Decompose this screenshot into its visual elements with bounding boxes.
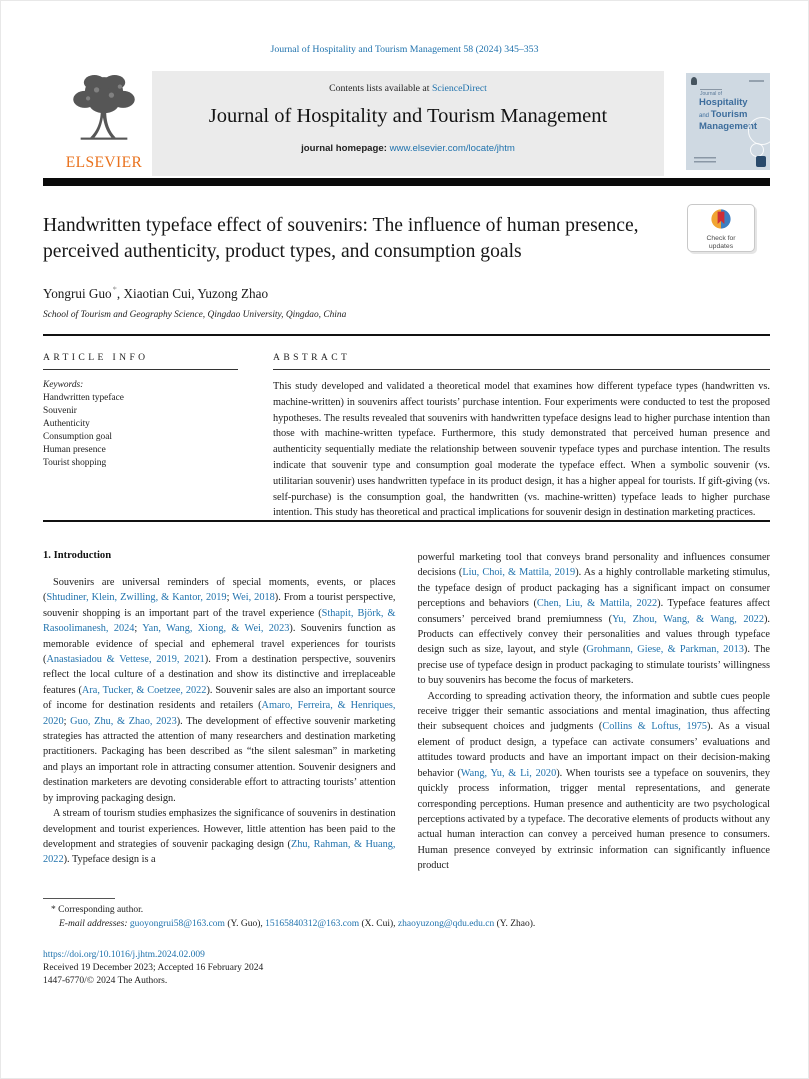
text-segment: ). From a tourist perspective, souvenir shopping is an important part of the travel experience ( <box>43 592 396 619</box>
text-segment: ). The precise use of typeface design in product packaging to stimulate tourists’ willingness to buy souvenirs has become the focus of marketers. <box>417 644 770 687</box>
article-body <box>43 546 770 886</box>
abstract-text: This study developed and validated a theoretical model that examines how different typeface types (handwritten vs. machine-written) in souvenirs affect tourists’ purchase intention. Four experiments were conducted to test the proposed hypotheses. The results revealed that souvenirs with handwritten typeface designs lead to higher purchase intention than those with machine-written typeface. Furthermore, this study demonstrated that perceived human presence and authenticity sequentially mediate the relationship between souvenir typeface types and purchase intention. The results indicate that souvenir type and consumption goal moderate the typeface effect. When a symbolic souvenir (vs. utilitarian souvenir) uses handwritten typeface in its product design, it has a higher appeal for tourists. If gift-giving (vs. self-purchase) is the consumption goal, the handwritten (vs. machine-written) typeface leads to higher purchase intention. This study has theoretical and practical implications for souvenir design in destination marketing practices. <box>273 381 770 519</box>
text-segment: Souvenirs are universal reminders of special moments, events, or places ( <box>43 577 396 604</box>
running-head-journal-ref[interactable]: Journal of Hospitality and Tourism Management 58 (2024) 345–353 <box>270 44 539 55</box>
text-segment: E-mail addresses: <box>59 918 130 929</box>
badge-label: updates <box>708 242 734 250</box>
cover-circle-decoration <box>750 143 764 157</box>
keywords-label: Keywords: <box>43 380 84 390</box>
elsevier-logo[interactable] <box>55 71 153 176</box>
citation-link[interactable]: Amaro, Ferreira, & Henriques, 2020 <box>43 700 396 727</box>
text-segment: ). As a highly controllable marketing stimulus, the typeface design of product packaging has a significant impact on consumer perceptions and behaviors ( <box>417 567 770 610</box>
horizontal-rule <box>43 520 770 522</box>
text-segment: A stream of tourism studies emphasizes the significance of souvenirs in destination development and tourist experiences. However, little attention has been paid to the development and strategies of souvenir packaging design ( <box>43 808 396 850</box>
badge-label: Check for <box>706 235 736 242</box>
divider-bar <box>43 178 770 186</box>
citation-link[interactable]: Collins & Loftus, 1975 <box>602 721 708 733</box>
text-segment: ). Products can effectively convey their personalities and values through typeface design such as size, layout, and style ( <box>417 613 770 656</box>
cover-title-line: Management <box>699 121 758 132</box>
corresponding-author-marker: * <box>112 284 117 294</box>
cover-title-line: Hospitality <box>699 97 748 108</box>
keyword: Tourist shopping <box>43 458 107 468</box>
text-segment: powerful marketing tool that conveys brand personality and influences consumer decisions ( <box>417 552 770 579</box>
cover-title-line <box>699 109 747 120</box>
received-accepted-dates: Received 19 December 2023; Accepted 16 February 2024 <box>43 962 264 973</box>
text-segment: (Y. Zhao). <box>494 918 536 929</box>
abstract-heading: ABSTRACT <box>273 352 351 363</box>
contents-line <box>152 71 664 94</box>
citation-link[interactable]: Wei, 2018 <box>232 592 275 604</box>
text-segment: ). When tourists see a typeface on souvenirs, they quickly process information, trigger mental representations, and generate corresponding perceptions. Human presence and authenticity are two psychological perceptions activated by a typeface. The decorative elements of products without any actual human interaction can convey a perceived human presence to consumers. Human presence conveyed by extrinsic information can significantly influence product <box>417 767 770 872</box>
keyword: Authenticity <box>43 419 90 429</box>
citation-link[interactable]: Ara, Tucker, & Coetzee, 2022 <box>81 684 207 696</box>
author-list <box>43 284 268 302</box>
journal-banner <box>43 71 770 176</box>
journal-title: Journal of Hospitality and Tourism Management <box>208 105 608 127</box>
text-segment: ; <box>134 623 143 635</box>
email-link[interactable]: 15165840312@163.com <box>265 918 360 929</box>
journal-header-box <box>152 71 664 176</box>
sciencedirect-link[interactable]: ScienceDirect <box>431 83 487 94</box>
body-paragraph <box>43 575 396 806</box>
homepage-line <box>152 143 664 154</box>
cover-decoration <box>749 80 764 82</box>
citation-link[interactable]: Wang, Yu, & Li, 2020 <box>460 767 557 779</box>
text-segment: ). Typeface design is a <box>63 854 156 866</box>
email-link[interactable]: guoyongrui58@163.com <box>129 918 225 929</box>
doi-link[interactable]: https://doi.org/10.1016/j.jhtm.2024.02.009 <box>43 950 205 960</box>
corresponding-author-note: * Corresponding author. <box>51 905 144 915</box>
text-segment: ). The development of effective souvenir marketing strategies has attracted the attention of many researchers and destination marketing practitioners. Packaging has been described as “the silent salesman” in marketing and plays an important role in attracting consumer attention. Souvenir designers and destination marketers are devoting considerable effort to attracting tourists’ attention by improving packaging design. <box>43 715 396 804</box>
article-info-column <box>43 352 253 470</box>
article-info-heading: ARTICLE INFO <box>43 352 149 363</box>
text-segment: journal homepage: <box>301 143 390 154</box>
elsevier-tree-icon <box>69 71 139 149</box>
journal-cover-thumbnail <box>686 73 770 170</box>
body-left-column <box>43 546 396 886</box>
column-rule <box>273 369 770 370</box>
cover-journal-of: Journal of <box>700 91 722 97</box>
text-segment: ). Souvenir sales are also an important source of income for destination residents and retailers ( <box>43 684 396 712</box>
footnote-block <box>43 898 770 931</box>
email-addresses-line <box>43 918 770 932</box>
citation-link[interactable]: Zhu, Rahman, & Huang, 2022 <box>43 838 396 866</box>
horizontal-rule <box>43 334 770 336</box>
text-segment: (Y. Guo), <box>224 918 266 929</box>
citation-link[interactable]: Yan, Wang, Xiong, & Wei, 2023 <box>142 623 290 635</box>
affiliation: School of Tourism and Geography Science, Qingdao University, Qingdao, China <box>43 310 347 320</box>
body-paragraph <box>418 689 771 874</box>
check-for-updates-badge[interactable] <box>687 204 755 252</box>
homepage-link[interactable]: www.elsevier.com/locate/jhtm <box>389 143 515 154</box>
email-link[interactable]: zhaoyuzong@qdu.edu.cn <box>397 918 495 929</box>
citation-link[interactable]: Guo, Zhu, & Zhao, 2023 <box>70 715 177 727</box>
citation-link[interactable]: Sthapit, Björk, & Rasoolimanesh, 2024 <box>43 607 396 635</box>
citation-link[interactable]: Chen, Liu, & Mattila, 2022 <box>536 598 658 610</box>
body-right-column <box>418 546 771 886</box>
abstract-column <box>273 352 770 521</box>
text-segment: ). Typeface features affect consumers’ perceived brand premiumness ( <box>417 598 770 625</box>
text-segment: According to spreading activation theory, the information and subtle cues people receive trigger their semantic associations and mental imagination, thus affecting their subsequent choices and judgments ( <box>417 690 770 733</box>
author-names: , Xiaotian Cui, Yuzong Zhao <box>116 286 269 301</box>
author-name: Yongrui Guo <box>43 286 112 301</box>
cover-mini-tree-icon <box>691 77 697 85</box>
column-rule <box>43 369 238 370</box>
footnote-rule <box>43 898 115 899</box>
body-paragraph <box>418 550 771 689</box>
elsevier-wordmark: ELSEVIER <box>65 154 143 171</box>
cover-circle-decoration <box>748 117 770 145</box>
text-segment: ). From a destination perspective, souvenirs reflect the local culture of a destination and show its distinctive and irreplaceable features ( <box>43 654 396 696</box>
text-segment: (X. Cui), <box>359 918 398 929</box>
text-segment: ). Souvenirs function as memorable evidence of special and ephemeral travel experiences for tourists ( <box>43 623 396 666</box>
keyword: Human presence <box>43 445 106 455</box>
text-segment: Contents lists available at <box>329 83 432 94</box>
text-segment: ). As a visual element of product design, a typeface can activate consumers’ evaluations and attitudes toward products and have an important impact on their decision-making behavior ( <box>417 721 770 779</box>
crossmark-icon <box>710 208 732 230</box>
keyword: Souvenir <box>43 406 77 416</box>
citation-link[interactable]: Grohmann, Giese, & Parkman, 2013 <box>586 644 744 656</box>
article-title: Handwritten typeface effect of souvenirs: The influence of human presence, perceived authenticity, product types, and consumption goals <box>43 215 639 262</box>
citation-link[interactable]: Liu, Choi, & Mattila, 2019 <box>462 567 576 579</box>
text-segment: and <box>699 113 711 119</box>
cover-decoration <box>694 157 716 163</box>
citation-link[interactable]: Shtudiner, Klein, Zwilling, & Kantor, 2019 <box>46 592 227 604</box>
citation-link[interactable]: Yu, Zhou, Wang, & Wang, 2022 <box>612 613 764 625</box>
body-paragraph <box>43 806 396 868</box>
citation-link[interactable]: Anastasiadou & Vettese, 2019, 2021 <box>46 654 205 666</box>
section-heading: 1. Introduction <box>43 550 112 561</box>
keyword: Handwritten typeface <box>43 393 124 403</box>
cover-elsevier-mark <box>756 156 766 167</box>
text-segment: Tourism <box>710 109 748 120</box>
article-meta-block <box>43 949 263 987</box>
keywords-list <box>43 392 253 470</box>
text-segment: ; <box>63 715 71 727</box>
text-segment: ; <box>226 592 233 604</box>
issn-copyright: 1447-6770/© 2024 The Authors. <box>43 975 168 986</box>
keyword: Consumption goal <box>43 432 113 442</box>
